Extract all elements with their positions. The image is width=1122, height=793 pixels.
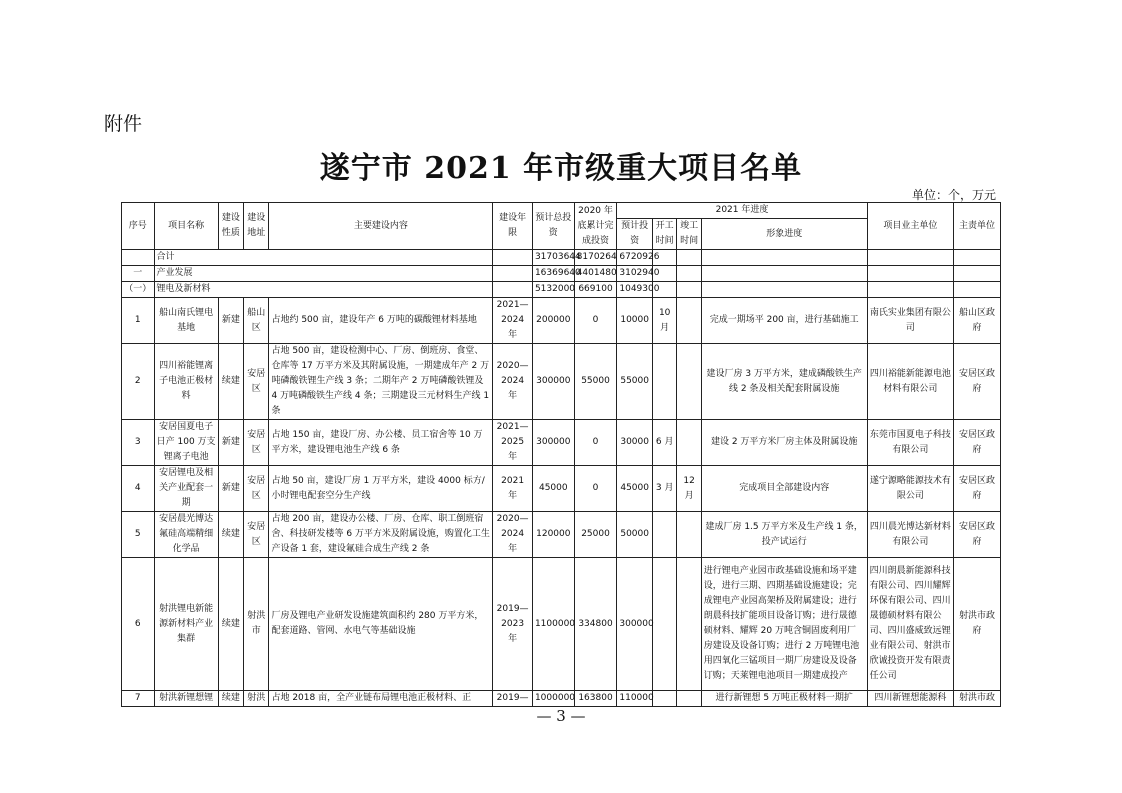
cell-location: 安居区 [244, 466, 269, 512]
cell-location: 安居区 [244, 420, 269, 466]
table-row [122, 558, 1001, 691]
cell-name: 安居国夏电子日产 100 万支锂离子电池 [154, 420, 218, 466]
cell-content: 厂房及锂电产业研发设施建筑面积约 280 万平方米，配套道路、管网、水电气等基础设施 [269, 558, 493, 691]
table-row [122, 512, 1001, 558]
header-nature: 建设性质 [218, 203, 243, 250]
attachment-label: 附件 [104, 113, 143, 135]
cell-content: 占地 50 亩，建设厂房 1 万平方米，建设 4000 标方/小时锂电配套空分生产线 [269, 466, 493, 512]
cell-cum: 25000 [574, 512, 617, 558]
cell-total: 300000 [532, 344, 574, 420]
cell-content: 占地 200 亩，建设办公楼、厂房、仓库、职工倒班宿舍、科技研发楼等 6 万平方米及附属设施，购置化工生产设备 1 套，建设氟硅合成生产线 2 条 [269, 512, 493, 558]
header-finish: 竣工时间 [677, 219, 701, 250]
cell-owner: 遂宁源略能源技术有限公司 [867, 466, 953, 512]
cell-years: 2019—2023 年 [493, 558, 533, 691]
summary-cum: 669100 [574, 282, 617, 298]
cell-name: 四川裕能锂离子电池正极材料 [154, 344, 218, 420]
summary-row-industry [122, 266, 1001, 282]
summary-label: 产业发展 [154, 266, 493, 282]
table-row [122, 691, 1001, 707]
cell-location: 安居区 [244, 344, 269, 420]
cell-finish [677, 691, 701, 707]
unit-note: 单位：个，万元 [911, 188, 996, 202]
cell-nature: 新建 [218, 466, 243, 512]
cell-finish [677, 298, 701, 344]
cell-total: 200000 [532, 298, 574, 344]
summary-seq: 一 [122, 266, 155, 282]
summary-total: 5132000 [532, 282, 574, 298]
cell-nature: 新建 [218, 298, 243, 344]
cell-invest: 30000 [617, 420, 653, 466]
cell-cum: 0 [574, 466, 617, 512]
cell-total: 1000000 [532, 691, 574, 707]
header-content: 主要建设内容 [269, 203, 493, 250]
cell-cum: 163800 [574, 691, 617, 707]
cell-finish: 12 月 [677, 466, 701, 512]
project-table [121, 202, 1001, 707]
cell-seq: 4 [122, 466, 155, 512]
cell-content: 占地约 500 亩，建设年产 6 万吨的碳酸锂材料基地 [269, 298, 493, 344]
header-dept: 主责单位 [954, 203, 1001, 250]
header-image-progress: 形象进度 [701, 219, 867, 250]
cell-dept: 安居区政府 [954, 466, 1001, 512]
cell-owner: 东莞市国夏电子科技有限公司 [867, 420, 953, 466]
cell-invest: 300000 [617, 558, 653, 691]
header-start: 开工时间 [652, 219, 676, 250]
cell-total: 1100000 [532, 558, 574, 691]
header-progress2021: 2021 年进度 [617, 203, 867, 219]
cell-finish [677, 558, 701, 691]
cell-years: 2021—2024 年 [493, 298, 533, 344]
summary-row-lithium [122, 282, 1001, 298]
cell-name: 射洪新锂想锂 [154, 691, 218, 707]
cell-progress: 完成项目全部建设内容 [701, 466, 867, 512]
cell-finish [677, 344, 701, 420]
cell-owner: 四川朗晨新能源科技有限公司、四川耀辉环保有限公司、四川晟德硕材料有限公司、四川盛威致远锂业有限公司、射洪市欣诚投资开发有限责任公司 [867, 558, 953, 691]
cell-invest: 10000 [617, 298, 653, 344]
cell-seq: 2 [122, 344, 155, 420]
cell-finish [677, 512, 701, 558]
summary-cum: 4401480 [574, 266, 617, 282]
table-row [122, 420, 1001, 466]
header-total: 预计总投资 [532, 203, 574, 250]
cell-content: 占地 500 亩，建设检测中心、厂房、倒班房、食堂、仓库等 17 万平方米及其附属设施，一期建成年产 2 万吨磷酸铁锂生产线 3 条；二期年产 2 万吨磷酸铁锂及 4 万吨磷酸铁生产线 4 条；三期建设三元材料生产线 1 条 [269, 344, 493, 420]
header-invest2021: 预计投资 [617, 219, 653, 250]
table-row [122, 466, 1001, 512]
cell-progress: 进行新锂想 5 万吨正极材料一期扩 [701, 691, 867, 707]
cell-name: 射洪锂电新能源新材料产业集群 [154, 558, 218, 691]
summary-label: 合计 [154, 250, 493, 266]
cell-start [652, 558, 676, 691]
summary-total: 16369640 [532, 266, 574, 282]
cell-progress: 建设 2 万平方米厂房主体及附属设施 [701, 420, 867, 466]
cell-start [652, 344, 676, 420]
cell-owner: 四川裕能新能源电池材料有限公司 [867, 344, 953, 420]
summary-invest: 6720926 [617, 250, 653, 266]
cell-total: 300000 [532, 420, 574, 466]
cell-name: 安居晨光博达氟硅高端精细化学品 [154, 512, 218, 558]
cell-start: 3 月 [652, 466, 676, 512]
cell-location: 射洪市 [244, 558, 269, 691]
cell-location: 射洪 [244, 691, 269, 707]
cell-owner: 四川晨光博达新材料有限公司 [867, 512, 953, 558]
cell-owner: 南氏实业集团有限公司 [867, 298, 953, 344]
table-row [122, 344, 1001, 420]
summary-row-total [122, 250, 1001, 266]
header-name: 项目名称 [154, 203, 218, 250]
cell-invest: 50000 [617, 512, 653, 558]
cell-total: 45000 [532, 466, 574, 512]
cell-start: 10 月 [652, 298, 676, 344]
summary-total: 31703644 [532, 250, 574, 266]
cell-invest: 55000 [617, 344, 653, 420]
cell-progress: 建设厂房 3 万平方米，建成磷酸铁生产线 2 条及相关配套附属设施 [701, 344, 867, 420]
page-number: — 3 — [536, 707, 586, 725]
cell-content: 占地 2018 亩，全产业链布局锂电池正极材料、正 [269, 691, 493, 707]
cell-start [652, 512, 676, 558]
summary-invest: 3102940 [617, 266, 653, 282]
cell-start [652, 691, 676, 707]
cell-dept: 射洪市政 [954, 691, 1001, 707]
cell-location: 船山区 [244, 298, 269, 344]
summary-invest: 1049300 [617, 282, 653, 298]
cell-owner: 四川新锂想能源科 [867, 691, 953, 707]
cell-years: 2020—2024 年 [493, 512, 533, 558]
header-cum2020: 2020 年底累计完成投资 [574, 203, 617, 250]
table-row [122, 298, 1001, 344]
cell-invest: 45000 [617, 466, 653, 512]
cell-nature: 续建 [218, 691, 243, 707]
cell-nature: 新建 [218, 420, 243, 466]
header-seq: 序号 [122, 203, 155, 250]
cell-years: 2021—2025 年 [493, 420, 533, 466]
cell-cum: 55000 [574, 344, 617, 420]
cell-progress: 进行锂电产业园市政基础设施和场平建设，进行三期、四期基础设施建设；完成锂电产业园高架桥及附属建设；进行朗晨科技扩能项目设备订购；进行晟德硕材料、耀辉 20 万吨含铜固废利用厂房建设及设备订购；进行 2 万吨锂电池用四氧化三锰项目一期厂房建设及设备订购；天莱锂电池项目一期建成投产 [701, 558, 867, 691]
cell-dept: 船山区政府 [954, 298, 1001, 344]
cell-name: 安居锂电及相关产业配套一期 [154, 466, 218, 512]
header-years: 建设年限 [493, 203, 533, 250]
cell-seq: 1 [122, 298, 155, 344]
cell-dept: 安居区政府 [954, 420, 1001, 466]
cell-finish [677, 420, 701, 466]
cell-seq: 5 [122, 512, 155, 558]
cell-content: 占地 150 亩，建设厂房、办公楼、员工宿舍等 10 万平方米，建设锂电池生产线 6 条 [269, 420, 493, 466]
cell-seq: 6 [122, 558, 155, 691]
cell-progress: 建成厂房 1.5 万平方米及生产线 1 条，投产试运行 [701, 512, 867, 558]
summary-label: 锂电及新材料 [154, 282, 493, 298]
cell-cum: 334800 [574, 558, 617, 691]
cell-progress: 完成一期场平 200 亩，进行基础施工 [701, 298, 867, 344]
cell-dept: 射洪市政府 [954, 558, 1001, 691]
cell-years: 2020—2024 年 [493, 344, 533, 420]
cell-cum: 0 [574, 420, 617, 466]
cell-dept: 安居区政府 [954, 344, 1001, 420]
cell-dept: 安居区政府 [954, 512, 1001, 558]
header-owner: 项目业主单位 [867, 203, 953, 250]
cell-total: 120000 [532, 512, 574, 558]
cell-cum: 0 [574, 298, 617, 344]
cell-nature: 续建 [218, 512, 243, 558]
cell-nature: 续建 [218, 558, 243, 691]
cell-seq: 3 [122, 420, 155, 466]
cell-start: 6 月 [652, 420, 676, 466]
cell-name: 船山南氏锂电基地 [154, 298, 218, 344]
header-location: 建设地址 [244, 203, 269, 250]
cell-years: 2019— [493, 691, 533, 707]
summary-seq: （一） [122, 282, 155, 298]
cell-nature: 续建 [218, 344, 243, 420]
cell-location: 安居区 [244, 512, 269, 558]
document-title: 遂宁市 2021 年市级重大项目名单 [319, 151, 803, 186]
cell-years: 2021 年 [493, 466, 533, 512]
cell-seq: 7 [122, 691, 155, 707]
summary-cum: 8170264 [574, 250, 617, 266]
cell-invest: 110000 [617, 691, 653, 707]
